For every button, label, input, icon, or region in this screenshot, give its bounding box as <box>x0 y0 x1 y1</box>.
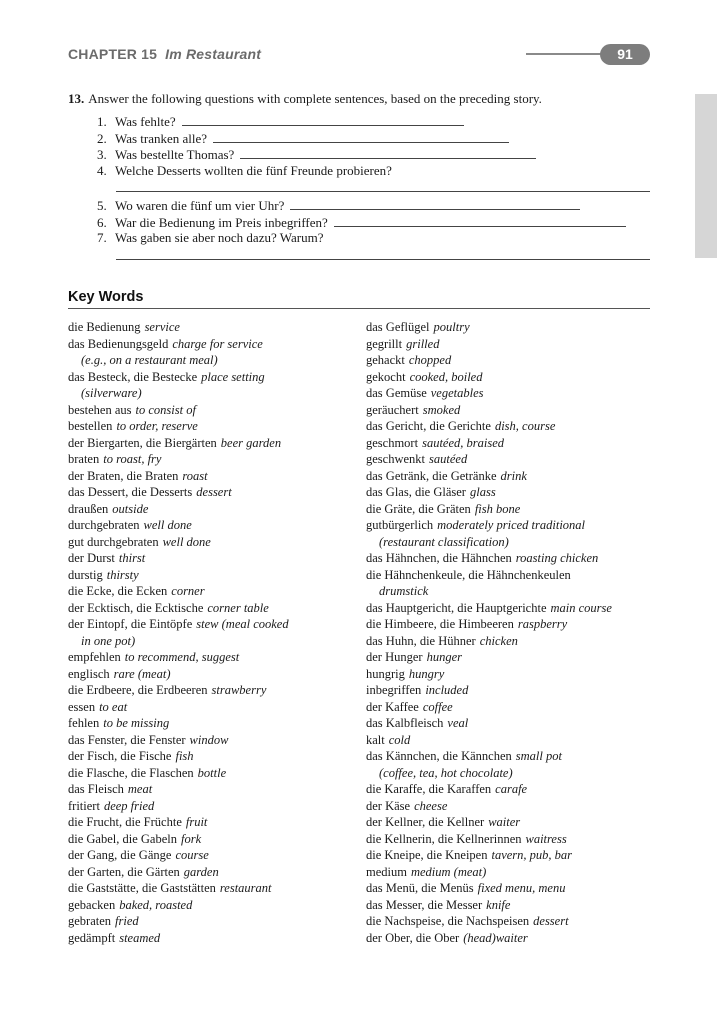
question-3: 3. Was bestellte Thomas? <box>97 146 650 163</box>
answer-line[interactable] <box>116 259 650 260</box>
vocab-entry-continuation <box>366 534 656 551</box>
german-term: der Biergarten, die Biergärten <box>68 435 217 450</box>
german-term: englisch <box>68 666 110 681</box>
english-translation: cooked, boiled <box>409 369 483 384</box>
vocab-entry <box>68 550 358 567</box>
english-translation: stew (meal cooked <box>196 617 289 631</box>
answer-line[interactable] <box>240 146 536 159</box>
german-term: empfehlen <box>68 650 121 664</box>
question-5: 5. Wo waren die fünf um vier Uhr? <box>97 197 650 214</box>
vocab-entry <box>68 319 358 336</box>
german-term: der Kaffee <box>366 699 419 714</box>
vocab-entry <box>366 913 656 930</box>
german-term: das Geflügel <box>366 320 430 334</box>
german-term: die Hähnchenkeule, die Hähnchenkeulen <box>366 567 571 582</box>
german-term: das Messer, die Messer <box>366 897 483 912</box>
vocab-entry <box>366 649 656 666</box>
vocab-entry <box>68 435 358 452</box>
german-term: das Kalbfleisch <box>366 716 444 730</box>
english-translation: knife <box>486 897 511 912</box>
vocab-entry <box>68 765 358 782</box>
english-translation: waiter <box>488 815 521 829</box>
german-term: gedämpft <box>68 930 116 945</box>
vocab-entry <box>68 567 358 584</box>
german-term: inbegriffen <box>366 683 422 697</box>
vocab-entry <box>366 418 656 435</box>
german-term: die Frucht, die Früchte <box>68 815 182 829</box>
english-translation: raspberry <box>517 617 568 631</box>
question-text: Wo waren die fünf um vier Uhr? <box>115 198 285 213</box>
vocab-entry <box>366 831 656 848</box>
german-term: die Karaffe, die Karaffen <box>366 782 492 796</box>
german-term: das Besteck, die Bestecke <box>68 369 198 384</box>
english-translation: deep fried <box>103 798 155 813</box>
german-term: der Eintopf, die Eintöpfe <box>68 617 193 631</box>
vocab-entry <box>366 319 656 336</box>
english-translation: medium (meat) <box>410 864 487 879</box>
english-translation: bottle <box>197 765 227 780</box>
english-translation: to recommend, suggest <box>124 650 240 664</box>
german-term: das Huhn, die Hühner <box>366 633 476 648</box>
vocab-entry-continuation <box>68 385 358 402</box>
english-translation: sautéed <box>429 452 468 466</box>
question-text: Welche Desserts wollten die fünf Freunde probieren? <box>115 162 392 178</box>
vocab-entry <box>366 435 656 452</box>
german-term: das Hauptgericht, die Hauptgerichte <box>366 600 547 615</box>
vocab-entry <box>68 715 358 732</box>
english-translation: glass <box>469 485 496 499</box>
english-translation: to roast, fry <box>103 452 162 466</box>
vocab-entry <box>366 814 656 831</box>
german-term: geräuchert <box>366 402 419 417</box>
english-translation: to eat <box>99 699 128 714</box>
german-term: fehlen <box>68 716 100 730</box>
german-term: gehackt <box>366 353 405 367</box>
german-term: die Erdbeere, die Erdbeeren <box>68 683 208 697</box>
exercise-13 <box>68 91 650 260</box>
german-term: die Gräte, die Gräten <box>366 501 471 516</box>
english-translation: poultry <box>433 320 470 334</box>
german-term: durstig <box>68 567 103 582</box>
english-translation: vegetables <box>430 386 484 400</box>
german-term: das Fenster, die Fenster <box>68 732 186 747</box>
german-term: das Menü, die Menüs <box>366 881 474 895</box>
english-translation: outside <box>112 501 149 516</box>
german-term: das Gericht, die Gerichte <box>366 419 491 433</box>
english-translation: cold <box>388 732 411 747</box>
german-term: der Kellner, die Kellner <box>366 815 485 829</box>
vocab-entry <box>366 468 656 485</box>
vocab-entry <box>366 616 656 633</box>
english-translation: corner table <box>207 600 269 615</box>
english-translation: veal <box>447 716 469 730</box>
vocab-entry <box>68 748 358 765</box>
vocab-entry <box>366 897 656 914</box>
german-term: das Getränk, die Getränke <box>366 468 497 483</box>
vocab-entry <box>68 666 358 683</box>
vocab-entry <box>366 501 656 518</box>
vocab-entry <box>366 567 656 584</box>
vocab-entry <box>366 666 656 683</box>
exercise-number: 13. <box>68 91 85 106</box>
german-term: kalt <box>366 732 385 747</box>
vocab-entry-continuation <box>366 583 656 600</box>
english-translation: to be missing <box>103 716 170 730</box>
vocab-entry <box>68 369 358 386</box>
english-translation: fish bone <box>474 501 521 516</box>
german-term: das Glas, die Gläser <box>366 485 466 499</box>
vocab-entry <box>366 352 656 369</box>
english-translation: baked, roasted <box>119 897 193 912</box>
german-term: die Ecke, die Ecken <box>68 584 168 598</box>
vocab-entry <box>366 633 656 650</box>
english-translation: tavern, pub, bar <box>491 848 573 862</box>
german-term: gegrillt <box>366 336 403 351</box>
english-translation: fixed menu, menu <box>477 881 566 895</box>
english-translation: dish, course <box>494 419 556 433</box>
english-translation: (head)waiter <box>463 930 528 945</box>
vocab-entry <box>68 732 358 749</box>
vocab-entry <box>366 385 656 402</box>
english-translation: corner <box>171 584 205 598</box>
vocab-entry <box>366 715 656 732</box>
english-translation: place setting <box>201 369 265 384</box>
question-6: 6. War die Bedienung im Preis inbegriffen? <box>97 214 650 231</box>
key-words-rule <box>68 308 650 309</box>
english-translation: well done <box>143 518 192 532</box>
vocab-entry <box>366 517 656 534</box>
thumb-tab <box>695 94 717 258</box>
question-7: 7. Was gaben sie aber noch dazu? Warum? <box>97 230 324 245</box>
vocab-entry <box>366 748 656 765</box>
vocab-entry <box>366 451 656 468</box>
english-translation: course <box>175 848 209 862</box>
german-term: der Garten, die Gärten <box>68 864 180 879</box>
vocab-entry <box>366 798 656 815</box>
vocab-entry <box>68 583 358 600</box>
german-term: das Kännchen, die Kännchen <box>366 749 512 763</box>
english-translation: chopped <box>408 353 452 367</box>
question-text: Was bestellte Thomas? <box>115 147 235 162</box>
vocab-entry-continuation <box>366 765 656 782</box>
question-1: 1. Was fehlte? <box>97 113 650 130</box>
english-translation: (restaurant classification) <box>379 534 509 549</box>
german-term: durchgebraten <box>68 518 140 532</box>
vocab-entry <box>68 913 358 930</box>
vocab-entry <box>68 336 358 353</box>
english-translation: small pot <box>515 749 562 763</box>
english-translation: fruit <box>185 815 208 829</box>
english-translation: waitress <box>525 831 567 846</box>
german-term: bestellen <box>68 419 113 433</box>
page-number: 91 <box>600 44 650 65</box>
english-translation: steamed <box>119 930 161 945</box>
english-translation: (coffee, tea, hot chocolate) <box>379 765 513 780</box>
english-translation: dessert <box>533 914 569 928</box>
english-translation: cheese <box>414 798 448 813</box>
german-term: das Hähnchen, die Hähnchen <box>366 551 512 565</box>
english-translation: moderately priced traditional <box>437 518 586 532</box>
german-term: das Bedienungsgeld <box>68 336 169 351</box>
english-translation: service <box>144 320 180 334</box>
vocab-entry <box>366 847 656 864</box>
vocab-entry <box>68 864 358 881</box>
english-translation: included <box>425 683 469 697</box>
english-translation: (silverware) <box>81 386 142 400</box>
english-translation: drumstick <box>379 584 429 598</box>
german-term: der Durst <box>68 551 115 565</box>
answer-line[interactable] <box>334 214 626 227</box>
vocab-entry <box>68 847 358 864</box>
german-term: der Fisch, die Fische <box>68 749 172 763</box>
vocab-entry <box>68 699 358 716</box>
running-head <box>68 46 261 62</box>
vocab-entry <box>68 897 358 914</box>
vocab-entry <box>68 798 358 815</box>
vocab-entry <box>366 682 656 699</box>
german-term: die Gaststätte, die Gaststätten <box>68 881 216 895</box>
vocab-entry <box>366 732 656 749</box>
english-translation: chicken <box>479 633 518 648</box>
vocab-column-left <box>68 319 358 946</box>
question-text: Was tranken alle? <box>115 130 208 146</box>
answer-line[interactable] <box>182 113 464 126</box>
vocab-entry <box>366 402 656 419</box>
vocab-entry <box>366 864 656 881</box>
vocab-entry <box>68 484 358 501</box>
english-translation: garden <box>183 864 219 879</box>
english-translation: carafe <box>495 782 528 796</box>
vocab-entry <box>68 501 358 518</box>
german-term: bestehen aus <box>68 402 132 417</box>
question-text: War die Bedienung im Preis inbegriffen? <box>115 214 328 230</box>
german-term: braten <box>68 452 100 466</box>
vocab-entry <box>68 451 358 468</box>
german-term: geschmort <box>366 435 419 450</box>
question-text: Was fehlte? <box>115 114 176 129</box>
vocab-entry <box>68 418 358 435</box>
english-translation: fried <box>115 914 139 928</box>
german-term: gutbürgerlich <box>366 518 434 532</box>
vocab-entry <box>366 336 656 353</box>
vocab-entry <box>68 682 358 699</box>
answer-line[interactable] <box>213 130 509 143</box>
vocab-entry <box>366 484 656 501</box>
english-translation: dessert <box>196 485 232 499</box>
exercise-instruction <box>68 91 650 107</box>
english-translation: restaurant <box>219 881 272 895</box>
english-translation: thirsty <box>106 567 139 582</box>
vocab-entry <box>68 781 358 798</box>
german-term: geschwenkt <box>366 452 426 466</box>
english-translation: roasting chicken <box>515 551 599 565</box>
german-term: gut durchgebraten <box>68 534 159 549</box>
chapter-title: Im Restaurant <box>165 46 262 62</box>
german-term: der Ober, die Ober <box>366 930 460 945</box>
english-translation: grilled <box>406 336 440 351</box>
german-term: die Flasche, die Flaschen <box>68 765 194 780</box>
vocab-entry <box>366 550 656 567</box>
english-translation: thirst <box>118 551 146 565</box>
english-translation: strawberry <box>211 683 267 697</box>
german-term: gekocht <box>366 369 406 384</box>
german-term: die Gabel, die Gabeln <box>68 831 177 846</box>
german-term: gebacken <box>68 897 116 912</box>
german-term: das Fleisch <box>68 782 124 796</box>
vocab-entry <box>68 468 358 485</box>
english-translation: sautéed, braised <box>422 435 505 450</box>
vocab-entry <box>366 880 656 897</box>
vocab-entry <box>68 831 358 848</box>
instruction-text: Answer the following questions with complete sentences, based on the preceding story. <box>88 91 542 106</box>
german-term: der Gang, die Gänge <box>68 848 172 862</box>
english-translation: hungry <box>408 666 445 681</box>
english-translation: coffee <box>422 699 453 714</box>
english-translation: to consist of <box>135 402 196 417</box>
german-term: das Dessert, die Desserts <box>68 485 193 499</box>
german-term: die Nachspeise, die Nachspeisen <box>366 914 530 928</box>
english-translation: fork <box>180 831 202 846</box>
question-2: 2. Was tranken alle? <box>97 130 650 147</box>
english-translation: roast <box>182 468 208 483</box>
vocab-entry <box>68 880 358 897</box>
english-translation: rare (meat) <box>113 666 171 681</box>
vocab-entry-continuation <box>68 633 358 650</box>
german-term: der Hunger <box>366 650 423 664</box>
english-translation: hunger <box>426 650 462 664</box>
english-translation: fish <box>175 749 194 763</box>
english-translation: window <box>189 732 229 747</box>
english-translation: smoked <box>422 402 461 417</box>
german-term: der Braten, die Braten <box>68 468 179 483</box>
chapter-label: CHAPTER 15 <box>68 46 158 62</box>
german-term: der Käse <box>366 798 411 813</box>
vocab-entry <box>366 369 656 386</box>
question-text: Was gaben sie aber noch dazu? Warum? <box>115 230 324 245</box>
german-term: der Ecktisch, die Ecktische <box>68 600 204 615</box>
english-translation: meat <box>127 782 153 796</box>
vocab-entry <box>68 649 358 666</box>
question-4: 4. Welche Desserts wollten die fünf Freunde probieren? <box>97 162 392 178</box>
german-term: medium <box>366 864 407 879</box>
vocab-entry <box>68 534 358 551</box>
answer-line[interactable] <box>290 197 580 210</box>
german-term: fritiert <box>68 798 100 813</box>
vocab-entry <box>366 600 656 617</box>
vocab-entry <box>68 402 358 419</box>
vocab-entry <box>366 781 656 798</box>
vocab-entry <box>366 699 656 716</box>
german-term: draußen <box>68 501 109 516</box>
vocab-entry <box>68 600 358 617</box>
vocab-column-right <box>366 319 656 946</box>
vocab-entry <box>68 930 358 947</box>
english-translation: drink <box>500 468 527 483</box>
german-term: die Himbeere, die Himbeeren <box>366 617 514 631</box>
english-translation: main course <box>550 600 612 615</box>
german-term: die Kneipe, die Kneipen <box>366 848 488 862</box>
english-translation: (e.g., on a restaurant meal) <box>81 353 218 367</box>
english-translation: well done <box>162 534 211 549</box>
vocab-entry <box>366 930 656 947</box>
german-term: die Kellnerin, die Kellnerinnen <box>366 831 522 846</box>
vocab-entry <box>68 814 358 831</box>
german-term: das Gemüse <box>366 386 427 400</box>
german-term: hungrig <box>366 666 405 681</box>
header-rule <box>526 53 606 55</box>
vocab-entry <box>68 616 358 633</box>
page-header <box>68 44 650 66</box>
english-translation: charge for service <box>172 336 263 351</box>
english-translation: to order, reserve <box>116 419 198 433</box>
key-words-heading: Key Words <box>68 289 144 305</box>
vocab-entry-continuation <box>68 352 358 369</box>
english-translation: beer garden <box>220 435 282 450</box>
german-term: essen <box>68 699 96 714</box>
german-term: gebraten <box>68 914 112 928</box>
german-term: die Bedienung <box>68 320 141 334</box>
vocab-entry <box>68 517 358 534</box>
english-translation: in one pot) <box>81 633 136 648</box>
